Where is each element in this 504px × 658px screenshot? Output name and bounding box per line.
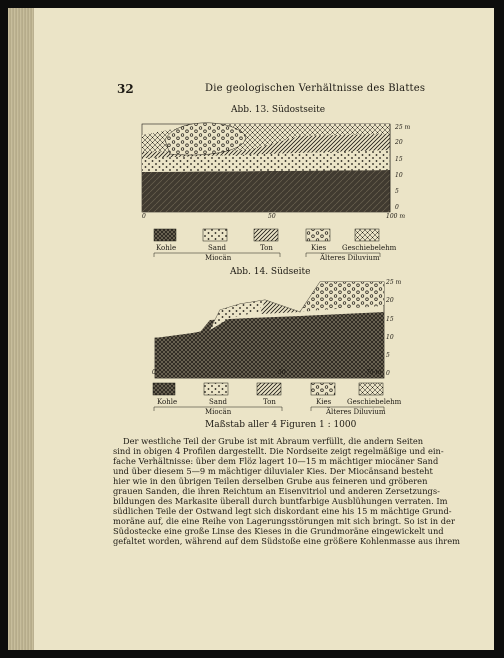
legend-group-miocene: Miocän xyxy=(205,254,232,262)
body-line: hier wie in den übrigen Teilen derselben Grube aus feineren und gröberen xyxy=(113,476,428,486)
legend-geschiebelehm: Geschiebelehm xyxy=(342,244,397,252)
axis-label: 50 xyxy=(278,369,286,376)
axis-label: 0 xyxy=(386,370,390,377)
axis-label: 100 m xyxy=(386,213,406,220)
body-line: sind in obigen 4 Profilen dargestellt. Die Nordseite zeigt regelmäßige und ein- xyxy=(113,446,444,456)
legend-group-miocene: Miocän xyxy=(205,408,232,416)
figure1-caption: Abb. 13. Südostseite xyxy=(231,105,326,115)
axis-label: 20 xyxy=(395,139,403,146)
axis-label: 10 xyxy=(386,334,394,341)
legend-ton: Ton xyxy=(263,398,276,406)
legend-geschiebelehm: Geschiebelehm xyxy=(347,398,402,406)
legend-group-diluvium: Älteres Diluvium xyxy=(320,254,380,262)
body-line: südlichen Teile der Ostwand legt sich diskordant eine his 15 m mächtige Grund- xyxy=(113,506,452,516)
axis-label: 20 xyxy=(386,297,394,304)
legend-ton: Ton xyxy=(260,244,273,252)
axis-label: 5 xyxy=(395,188,399,195)
axis-label: 0 xyxy=(142,213,146,220)
body-line: Der westliche Teil der Grube ist mit Abraum verfüllt, die andern Seiten xyxy=(123,436,424,446)
body-line: Südostecke eine große Linse des Kieses in die Grundmoräne eingewickelt und xyxy=(113,526,444,536)
running-title: Die geologischen Verhältnisse des Blattes xyxy=(205,83,426,94)
scale-note: Maßstab aller 4 Figuren 1 : 1000 xyxy=(205,420,357,430)
legend-kohle: Kohle xyxy=(157,398,178,406)
axis-label: 25 m xyxy=(386,279,402,286)
page-number: 32 xyxy=(117,82,134,96)
body-line: moräne auf, die eine Reihe von Lagerungsstörungen mit sich bringt. So ist in der xyxy=(113,516,455,526)
body-line: grauen Sanden, die ihren Reichtum an Eisenvitriol und anderen Zersetzungs- xyxy=(113,486,440,496)
legend-kohle: Kohle xyxy=(156,244,177,252)
axis-label: 0 xyxy=(395,204,399,211)
axis-label: 50 xyxy=(268,213,276,220)
legend-group-diluvium: Älteres Diluvium xyxy=(326,408,386,416)
axis-label: 15 xyxy=(395,156,403,163)
axis-label: 75 m xyxy=(366,369,382,376)
body-line: fache Verhältnisse: über dem Flöz lagert 10—15 m mächtiger miocäner Sand xyxy=(113,456,439,466)
figure2-caption: Abb. 14. Südseite xyxy=(230,267,311,277)
axis-label: 10 xyxy=(395,172,403,179)
legend-sand: Sand xyxy=(208,244,226,252)
legend-kies: Kies xyxy=(311,244,327,252)
body-line: gefaltet worden, während auf dem Südstoße eine größere Kohlenmasse aus ihrem xyxy=(113,536,461,546)
legend-sand: Sand xyxy=(209,398,227,406)
axis-label: 25 m xyxy=(395,124,411,131)
axis-label: 0 xyxy=(152,369,156,376)
axis-label: 5 xyxy=(386,352,390,359)
legend-kies: Kies xyxy=(316,398,332,406)
body-line: bildungen des Markasite überall durch buntfarbige Ausblühungen verraten. Im xyxy=(113,496,448,506)
body-line: und über diesem 5—9 m mächtiger diluvialer Kies. Der Miocänsand besteht xyxy=(113,466,433,476)
axis-label: 15 xyxy=(386,316,394,323)
